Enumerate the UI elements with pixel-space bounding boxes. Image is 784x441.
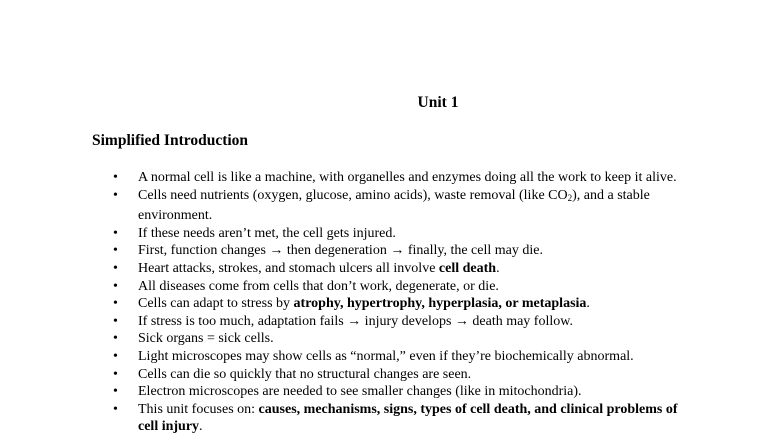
unit-title: Unit 1 xyxy=(417,94,459,111)
bullet-text: Heart attacks, strokes, and stomach ulcers all involve xyxy=(138,260,439,276)
bullet-item xyxy=(92,401,692,436)
bullet-dot-icon: • xyxy=(113,260,118,276)
bullet-item xyxy=(92,348,692,366)
bullet-dot-icon: • xyxy=(113,331,118,347)
bullet-item xyxy=(92,278,692,296)
bullet-dot-icon: • xyxy=(113,278,118,294)
bullet-item xyxy=(92,187,692,225)
bullet-dot-icon: • xyxy=(113,313,118,329)
bullet-dot-icon: • xyxy=(113,225,118,241)
bullet-item xyxy=(92,295,692,313)
bullet-dot-icon: • xyxy=(113,243,118,259)
bullet-dot-icon: • xyxy=(113,170,118,185)
bullet-text: Light microscopes may show cells as “normal,” even if they’re biochemically abnormal. xyxy=(138,348,634,364)
section-heading: Simplified Introduction xyxy=(92,132,249,149)
bullet-item xyxy=(92,260,692,278)
bold-text: cell death xyxy=(438,260,497,276)
bullet-text: ), and a stable environment. xyxy=(138,187,650,224)
bullet-dot-icon: • xyxy=(113,366,118,382)
bullet-text: If these needs aren’t met, the cell gets injured. xyxy=(138,225,396,241)
bullet-text: First, function changes → then degeneration → finally, the cell may die. xyxy=(138,243,543,259)
bullet-text: . xyxy=(199,419,203,435)
bullet-text: This unit focuses on: xyxy=(138,401,259,417)
bullet-dot-icon: • xyxy=(113,384,118,400)
bullet-item xyxy=(92,169,692,187)
bullet-item xyxy=(92,383,692,401)
bullet-item xyxy=(92,313,692,331)
bullet-text: . xyxy=(586,296,590,312)
bullet-text: All diseases come from cells that don’t work, degenerate, or die. xyxy=(138,278,499,294)
bold-text: causes, mechanisms, signs, types of cell death, and clinical problems of cell injury xyxy=(138,401,678,435)
bullet-text: Electron microscopes are needed to see smaller changes (like in mitochondria). xyxy=(138,384,582,400)
bullet-item xyxy=(92,242,692,260)
bullet-list xyxy=(92,169,692,436)
bullet-dot-icon: • xyxy=(113,296,118,312)
bullet-item xyxy=(92,330,692,348)
bullet-text: Cells can adapt to stress by xyxy=(138,296,294,312)
bullet-text: . xyxy=(496,260,500,276)
bullet-text: A normal cell is like a machine, with organelles and enzymes doing all the work to keep it alive. xyxy=(138,170,677,185)
bullet-text: Cells need nutrients (oxygen, glucose, amino acids), waste removal (like CO xyxy=(138,187,568,203)
bullet-text: Sick organs = sick cells. xyxy=(138,331,274,347)
subscript-text: 2 xyxy=(567,192,573,203)
bullet-item xyxy=(92,366,692,384)
bullet-dot-icon: • xyxy=(113,348,118,364)
bullet-text: Cells can die so quickly that no structural changes are seen. xyxy=(138,366,472,382)
bullet-text: If stress is too much, adaptation fails → injury develops → death may follow. xyxy=(138,313,573,329)
bullet-dot-icon: • xyxy=(113,401,118,417)
bullet-item xyxy=(92,225,692,243)
bold-text: atrophy, hypertrophy, hyperplasia, or metaplasia xyxy=(293,296,587,312)
bullet-dot-icon: • xyxy=(113,187,118,203)
